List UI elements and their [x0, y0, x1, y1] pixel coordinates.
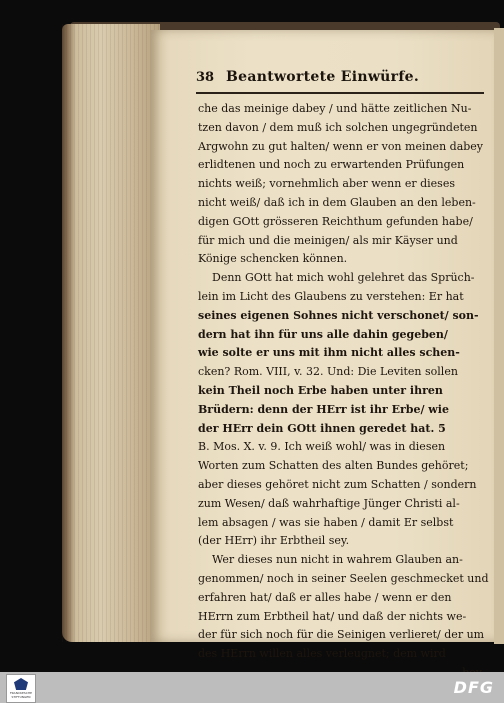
text-line: lem absagen / was sie haben / damit Er selbst — [198, 515, 454, 529]
library-logo-text: FRANCKESCHE STIFTUNGEN — [9, 691, 33, 699]
text-line: wie solte er uns mit ihm nicht alles schen- — [198, 346, 460, 360]
running-head: Beantwortete Einwürfe. — [226, 69, 420, 85]
text-line: kein Theil noch Erbe haben unter ihren — [198, 383, 443, 397]
text-line: nicht weiß/ daß ich in dem Glauben an den leben- — [198, 195, 476, 209]
text-line: digen GOtt grösseren Reichthum gefunden habe/ — [198, 214, 473, 228]
text-line: dern hat ihn für uns alle dahin gegeben/ — [198, 327, 448, 341]
text-line: erfahren hat/ daß er alles habe / wenn er den — [198, 590, 452, 604]
text-line: HErrn zum Erbtheil hat/ und daß der nichts we- — [198, 609, 467, 623]
text-line: erlidtenen und noch zu erwartenden Prüfungen — [198, 158, 465, 172]
text-line: für mich und die meinigen/ als mir Käyser und — [198, 233, 458, 247]
facing-page-edge — [494, 28, 504, 644]
text-line: Argwohn zu gut halten/ wenn er von meinen dabey — [198, 139, 484, 153]
text-line: Wer dieses nun nicht in wahrem Glauben an- — [212, 553, 463, 567]
text-line: Denn GOtt hat mich wohl gelehret das Sprüch- — [212, 271, 475, 285]
text-line: B. Mos. X. v. 9. Ich weiß wohl/ was in diesen — [198, 440, 446, 454]
viewer-footer — [0, 672, 504, 703]
text-line: che das meinige dabey / und hätte zeitlichen Nu- — [198, 102, 472, 115]
text-line: lein im Licht des Glaubens zu verstehen: Er hat — [198, 289, 464, 303]
page-number: 38 — [196, 70, 215, 85]
text-line: Könige schencken können. — [198, 252, 348, 266]
text-line: zum Wesen/ daß wahrhaftige Jünger Christi al- — [198, 496, 460, 510]
page-header — [196, 70, 482, 90]
text-line: genommen/ noch in seiner Seelen geschmecket und — [198, 571, 489, 585]
text-line: der HErr dein GOtt ihnen geredet hat. 5 — [198, 421, 446, 435]
text-line: Worten zum Schatten des alten Bundes gehöret; — [198, 459, 469, 473]
text-line: des HErrn willen alles verleugnet; dem wird — [198, 647, 446, 661]
library-logo[interactable] — [6, 674, 36, 703]
dfg-logo[interactable]: DFG — [453, 678, 494, 697]
text-line: cken? Rom. VIII, v. 32. Und: Die Leviten sollen — [198, 365, 458, 379]
text-line: Brüdern: denn der HErr ist ihr Erbe/ wie — [198, 402, 449, 416]
text-line: aber dieses gehöret nicht zum Schatten / sondern — [198, 477, 477, 491]
body-text — [198, 100, 489, 683]
header-rule — [196, 92, 484, 94]
page-stack-lines — [62, 24, 160, 642]
text-line: seines eigenen Sohnes nicht verschonet/ son- — [198, 308, 479, 322]
text-line: (der HErr) ihr Erbtheil sey. — [198, 534, 350, 548]
text-line: der für sich noch für die Seinigen verlieret/ der um — [198, 628, 485, 642]
text-line: tzen davon / dem muß ich solchen ungegründeten — [198, 120, 478, 134]
library-emblem-icon — [14, 678, 28, 690]
text-line: nichts weiß; vornehmlich aber wenn er dieses — [198, 177, 455, 191]
book-fore-edge — [62, 24, 160, 642]
